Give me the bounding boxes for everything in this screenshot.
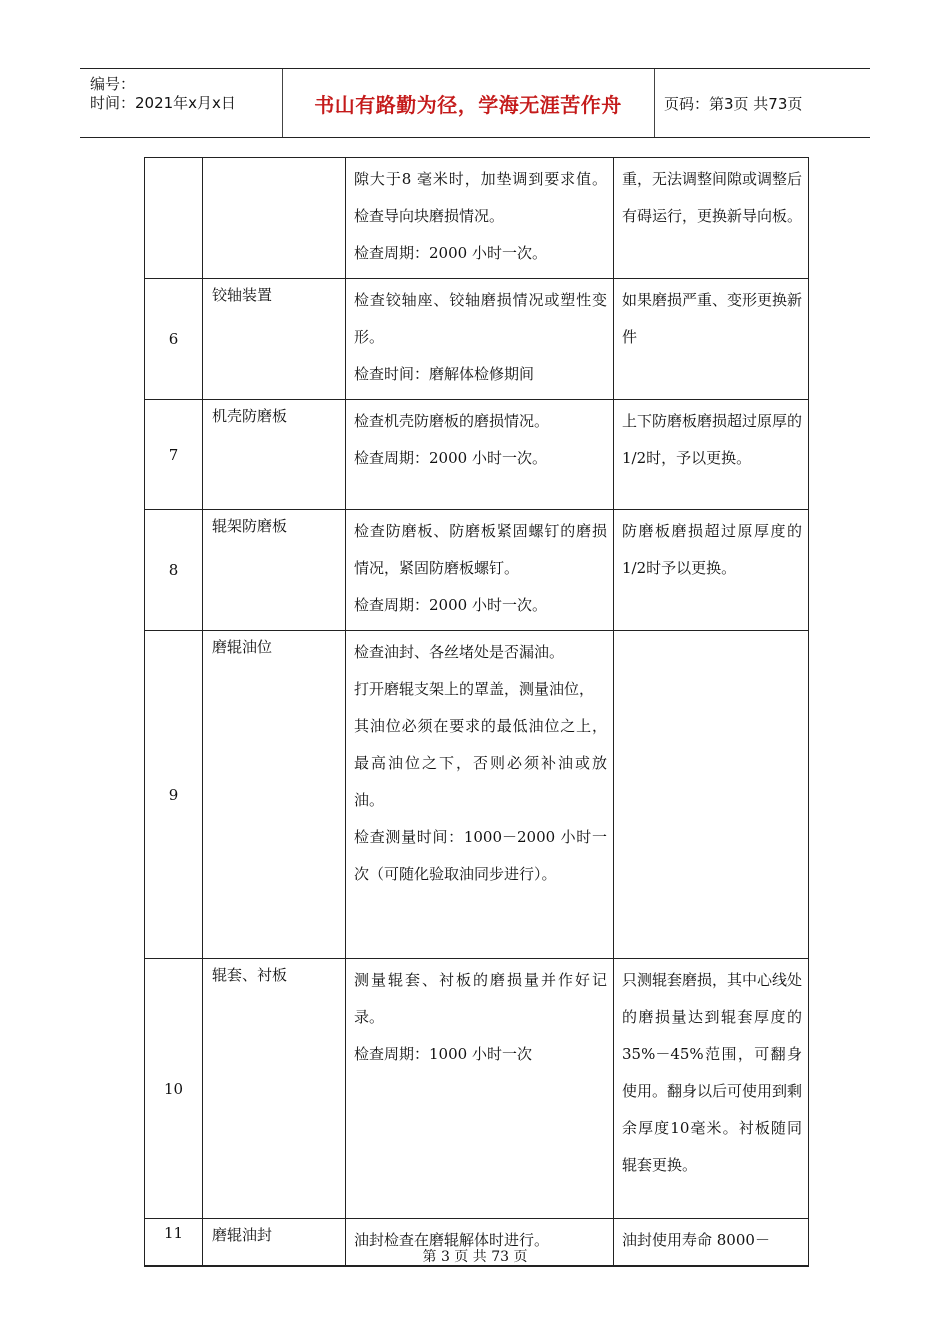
check-paragraph: 其油位必须在要求的最低油位之上，最高油位之下，否则必须补油或放油。 bbox=[354, 717, 607, 809]
check-paragraph: 检查周期：2000 小时一次。 bbox=[354, 449, 547, 467]
row-item-name: 机壳防磨板 bbox=[203, 400, 346, 510]
row-item-name bbox=[203, 158, 346, 279]
check-paragraph: 检查周期：2000 小时一次。 bbox=[354, 596, 547, 614]
row-number: 6 bbox=[145, 279, 203, 400]
check-paragraph: 检查测量时间：1000－2000 小时一次（可随化验取油同步进行）。 bbox=[354, 828, 607, 883]
row-item-name: 铰轴装置 bbox=[203, 279, 346, 400]
row-item-name: 辊架防磨板 bbox=[203, 510, 346, 631]
row-check-content bbox=[346, 158, 614, 279]
row-item-name: 磨辊油封 bbox=[203, 1219, 346, 1267]
check-paragraph: 打开磨辊支架上的罩盖，测量油位， bbox=[354, 680, 595, 698]
table-row bbox=[145, 510, 809, 631]
check-paragraph: 检查时间：磨解体检修期间 bbox=[354, 365, 535, 383]
row-treatment bbox=[614, 959, 809, 1219]
treatment-paragraph: 防磨板磨损超过原厚度的 1/2时予以更换。 bbox=[622, 522, 802, 577]
row-treatment bbox=[614, 279, 809, 400]
table-row bbox=[145, 400, 809, 510]
check-paragraph: 检查油封、各丝堵处是否漏油。 bbox=[354, 643, 565, 661]
row-treatment bbox=[614, 631, 809, 959]
row-check-content bbox=[346, 631, 614, 959]
row-number bbox=[145, 158, 203, 279]
header-info-cell bbox=[80, 69, 283, 137]
row-check-content bbox=[346, 279, 614, 400]
treatment-paragraph: 只测辊套磨损，其中心线处的磨损量达到辊套厚度的35%－45%范围，可翻身使用。翻身以后可使用到剩余厚度10毫米。衬板随同辊套更换。 bbox=[622, 971, 803, 1174]
row-treatment bbox=[614, 400, 809, 510]
table-row bbox=[145, 959, 809, 1219]
row-number: 8 bbox=[145, 510, 203, 631]
page-footer: 第 3 页 共 73 页 bbox=[422, 1249, 528, 1265]
row-number: 7 bbox=[145, 400, 203, 510]
header-page-label: 页码：第3页 共73页 bbox=[664, 94, 803, 113]
row-item-name: 磨辊油位 bbox=[203, 631, 346, 959]
row-treatment bbox=[614, 510, 809, 631]
treatment-paragraph: 重，无法调整间隙或调整后有碍运行，更换新导向板。 bbox=[622, 170, 803, 225]
date-label: 时间：2021年x月x日 bbox=[90, 94, 236, 112]
treatment-paragraph: 油封使用寿命 8000－ bbox=[622, 1231, 770, 1249]
table-row bbox=[145, 279, 809, 400]
check-paragraph: 检查防磨板、防磨板紧固螺钉的磨损情况，紧固防磨板螺钉。 bbox=[354, 522, 607, 577]
row-number: 9 bbox=[145, 631, 203, 959]
check-paragraph: 油封检查在磨辊解体时进行。 bbox=[354, 1231, 550, 1249]
row-item-name: 辊套、衬板 bbox=[203, 959, 346, 1219]
table-row bbox=[145, 158, 809, 279]
header-motto: 书山有路勤为径，学海无涯苦作舟 bbox=[282, 69, 655, 137]
serial-label: 编号： bbox=[90, 75, 136, 93]
treatment-paragraph: 上下防磨板磨损超过原厚的 1/2时，予以更换。 bbox=[622, 412, 803, 467]
page-header bbox=[80, 68, 870, 138]
row-check-content bbox=[346, 959, 614, 1219]
check-paragraph: 检查周期：2000 小时一次。 bbox=[354, 244, 547, 262]
check-paragraph: 隙大于8 毫米时，加垫调到要求值。检查导向块磨损情况。 bbox=[354, 170, 607, 225]
check-paragraph: 检查铰轴座、铰轴磨损情况或塑性变形。 bbox=[354, 291, 607, 346]
row-check-content bbox=[346, 400, 614, 510]
treatment-paragraph: 如果磨损严重、变形更换新件 bbox=[622, 291, 803, 346]
row-treatment bbox=[614, 158, 809, 279]
check-paragraph: 检查机壳防磨板的磨损情况。 bbox=[354, 412, 550, 430]
row-number: 10 bbox=[145, 959, 203, 1219]
row-check-content bbox=[346, 510, 614, 631]
table-row bbox=[145, 631, 809, 959]
row-number: 11 bbox=[145, 1219, 203, 1267]
check-paragraph: 检查周期：1000 小时一次 bbox=[354, 1045, 532, 1063]
maintenance-table bbox=[144, 157, 809, 1267]
check-paragraph: 测量辊套、衬板的磨损量并作好记录。 bbox=[354, 971, 607, 1026]
